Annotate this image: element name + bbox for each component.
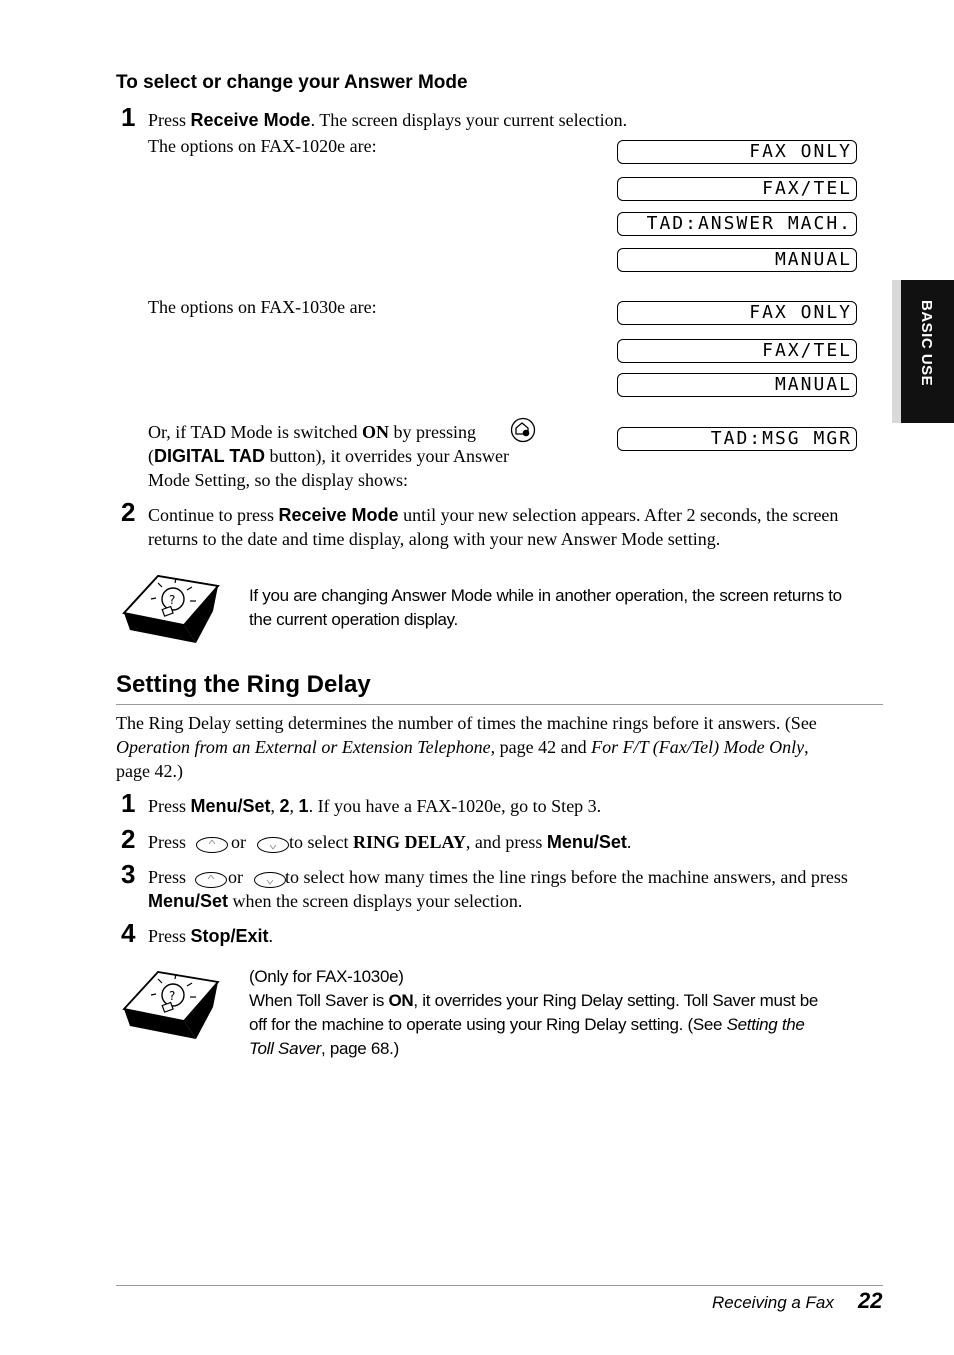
- step-text: Press Receive Mode. The screen displays your current selection.: [148, 110, 628, 130]
- lightbulb-note-icon: [118, 573, 222, 650]
- step-text-press: Press: [148, 832, 187, 852]
- svg-text:?: ?: [169, 593, 176, 607]
- tad-text-line1: Or, if TAD Mode is switched ON by pressing: [148, 422, 476, 442]
- stop-exit-key: Stop/Exit: [190, 926, 269, 946]
- options-1030e-label: The options on FAX-1030e are:: [148, 297, 377, 317]
- note-text: (Only for FAX-1030e): [249, 967, 404, 986]
- note-text: If you are changing Answer Mode while in another operation, the screen returns to: [249, 586, 842, 605]
- menu-set-key: Menu/Set: [546, 832, 627, 852]
- up-arrow-key-icon: [195, 835, 229, 860]
- step-text: Menu/Set when the screen displays your selection.: [148, 891, 523, 911]
- receive-mode-key: Receive Mode: [190, 110, 311, 130]
- cross-reference: Operation from an External or Extension Telephone: [116, 737, 491, 757]
- step-text: to select how many times the line rings before the machine answers, and press: [285, 867, 848, 887]
- intro-text: Operation from an External or Extension Telephone, page 42 and For F/T (Fax/Tel) Mode Only,: [116, 737, 809, 757]
- svg-text:?: ?: [169, 989, 176, 1003]
- cross-reference: Toll Saver: [249, 1039, 321, 1058]
- lcd-display: MANUAL: [617, 248, 857, 272]
- step-text-or: or: [228, 867, 243, 887]
- step-number: 1: [121, 102, 136, 132]
- footer-rule: [116, 1285, 883, 1286]
- lcd-display: TAD:MSG MGR: [617, 427, 857, 451]
- receive-mode-key: Receive Mode: [278, 505, 399, 525]
- step-text: returns to the date and time display, along with your new Answer Mode setting.: [148, 529, 721, 549]
- intro-text: page 42.): [116, 761, 183, 781]
- step-number: 3: [121, 859, 136, 889]
- lcd-display: TAD:ANSWER MACH.: [617, 212, 857, 236]
- menu-set-key: Menu/Set: [148, 891, 229, 911]
- menu-set-key: Menu/Set: [190, 796, 271, 816]
- footer-chapter-title: Receiving a Fax: [712, 1293, 834, 1312]
- down-arrow-key-icon: [256, 835, 290, 860]
- page-number: 22: [858, 1288, 883, 1313]
- lcd-display: MANUAL: [617, 373, 857, 397]
- cross-reference: Setting the: [726, 1015, 805, 1034]
- step-number: 1: [121, 788, 136, 818]
- note-text: Toll Saver, page 68.): [249, 1039, 399, 1058]
- heading-rule: [116, 704, 883, 705]
- note-text: When Toll Saver is ON, it overrides your Ring Delay setting. Toll Saver must be: [249, 991, 819, 1010]
- step-text-press: Press: [148, 867, 187, 887]
- note-text: the current operation display.: [249, 610, 458, 629]
- tad-text-line2: (DIGITAL TAD button), it overrides your Answer: [148, 446, 509, 466]
- lightbulb-note-icon: [118, 969, 222, 1046]
- step-number: 4: [121, 918, 136, 948]
- side-tab-label: BASIC USE: [918, 300, 935, 387]
- ring-delay-heading: Setting the Ring Delay: [116, 671, 371, 698]
- digital-tad-button-icon: [510, 417, 536, 448]
- step-text: to select RING DELAY, and press Menu/Set.: [289, 832, 632, 852]
- lcd-display: FAX/TEL: [617, 339, 857, 363]
- step-text-or: or: [231, 832, 246, 852]
- step-text: Press Stop/Exit.: [148, 926, 274, 946]
- cross-reference: For F/T (Fax/Tel) Mode Only: [591, 737, 805, 757]
- step-text: Continue to press Receive Mode until your new selection appears. After 2 seconds, the screen: [148, 505, 839, 525]
- lcd-display: FAX ONLY: [617, 140, 857, 164]
- step-number: 2: [121, 824, 136, 854]
- intro-text: The Ring Delay setting determines the number of times the machine rings before it answers. (See: [116, 713, 817, 733]
- options-1020e-label: The options on FAX-1020e are:: [148, 136, 377, 156]
- lcd-display: FAX/TEL: [617, 177, 857, 201]
- answer-mode-heading: To select or change your Answer Mode: [116, 72, 468, 93]
- step-text: Press Menu/Set, 2, 1. If you have a FAX-1020e, go to Step 3.: [148, 796, 602, 816]
- note-text: off for the machine to operate using your Ring Delay setting. (See Setting the: [249, 1015, 805, 1034]
- step-number: 2: [121, 497, 136, 527]
- tad-text-line3: Mode Setting, so the display shows:: [148, 470, 408, 490]
- digital-tad-key: DIGITAL TAD: [154, 446, 265, 466]
- lcd-display: FAX ONLY: [617, 301, 857, 325]
